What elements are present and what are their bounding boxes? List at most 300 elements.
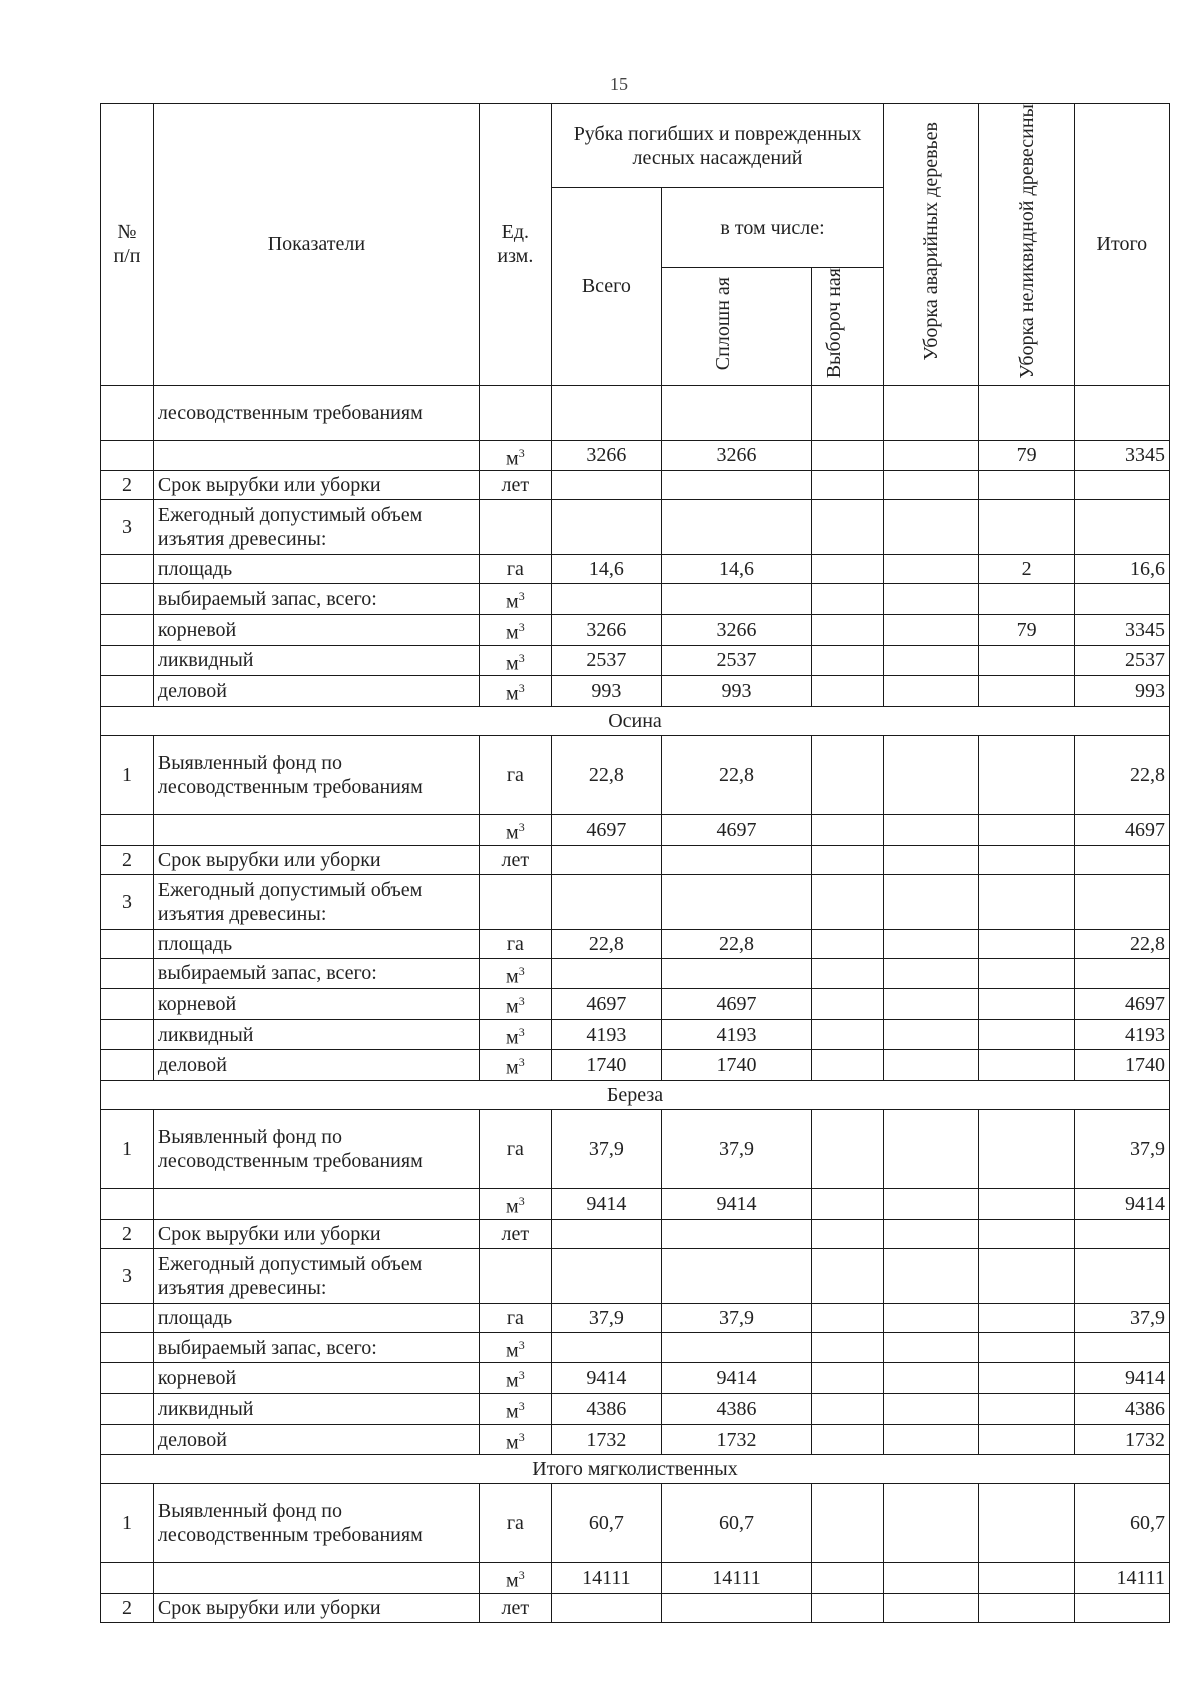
value-total: 993 — [551, 676, 661, 707]
table-row — [101, 1019, 1170, 1050]
value-illiquid — [979, 1363, 1074, 1394]
col-header-selective — [812, 268, 884, 385]
row-number — [101, 989, 154, 1020]
row-indicator: Ежегодный допустимый объем изъятия древесины: — [153, 1248, 479, 1303]
value-selective — [812, 1189, 884, 1220]
unit-text: м — [506, 1339, 519, 1362]
unit-text: м — [506, 1195, 519, 1218]
row-unit — [479, 989, 551, 1020]
value-selective — [812, 1019, 884, 1050]
value-emergency — [884, 385, 979, 440]
value-illiquid — [979, 1394, 1074, 1425]
row-unit — [479, 1050, 551, 1081]
table-row — [101, 1189, 1170, 1220]
col-header-illiquid — [979, 104, 1074, 386]
value-total: 14111 — [551, 1563, 661, 1594]
value-clear-cut: 3266 — [661, 440, 811, 471]
value-clear-cut — [661, 500, 811, 555]
unit-exponent: 3 — [518, 1194, 525, 1209]
unit-text: га — [506, 1512, 524, 1535]
value-selective — [812, 1303, 884, 1332]
row-unit — [479, 1110, 551, 1189]
unit-text: м — [506, 621, 519, 644]
value-illiquid — [979, 929, 1074, 958]
row-number — [101, 958, 154, 989]
row-unit — [479, 1019, 551, 1050]
section-title: Итого мягколиственных — [101, 1455, 1170, 1484]
value-emergency — [884, 1394, 979, 1425]
value-illiquid — [979, 1424, 1074, 1455]
col-header-total: Всего — [551, 188, 661, 386]
value-clear-cut — [661, 845, 811, 874]
value-clear-cut: 4386 — [661, 1394, 811, 1425]
table-row — [101, 1110, 1170, 1189]
col-header-num: № п/п — [101, 104, 154, 386]
row-unit — [479, 1248, 551, 1303]
value-emergency — [884, 1424, 979, 1455]
value-selective — [812, 614, 884, 645]
value-total: 22,8 — [551, 735, 661, 814]
value-total: 9414 — [551, 1363, 661, 1394]
value-grand-total — [1074, 500, 1169, 555]
value-clear-cut: 1732 — [661, 1424, 811, 1455]
page-number: 15 — [610, 74, 628, 94]
value-grand-total: 16,6 — [1074, 555, 1169, 584]
row-unit — [479, 845, 551, 874]
value-emergency — [884, 1110, 979, 1189]
row-indicator — [153, 1563, 479, 1594]
unit-exponent: 3 — [518, 681, 525, 696]
unit-exponent: 3 — [518, 445, 525, 460]
value-emergency — [884, 814, 979, 845]
row-indicator: корневой — [153, 989, 479, 1020]
row-indicator: выбираемый запас, всего: — [153, 958, 479, 989]
value-total: 37,9 — [551, 1303, 661, 1332]
value-grand-total — [1074, 471, 1169, 500]
value-grand-total — [1074, 385, 1169, 440]
value-clear-cut: 2537 — [661, 645, 811, 676]
row-unit — [479, 614, 551, 645]
value-clear-cut: 22,8 — [661, 929, 811, 958]
unit-text: м — [506, 1370, 519, 1393]
value-illiquid — [979, 645, 1074, 676]
row-indicator — [153, 1189, 479, 1220]
table-row — [101, 1484, 1170, 1563]
value-grand-total — [1074, 874, 1169, 929]
value-illiquid — [979, 1303, 1074, 1332]
value-illiquid: 2 — [979, 555, 1074, 584]
row-number — [101, 1332, 154, 1363]
value-grand-total — [1074, 958, 1169, 989]
value-emergency — [884, 500, 979, 555]
row-unit — [479, 958, 551, 989]
value-grand-total: 22,8 — [1074, 929, 1169, 958]
unit-text: га — [506, 1138, 524, 1161]
value-total — [551, 385, 661, 440]
value-illiquid — [979, 1563, 1074, 1594]
value-clear-cut — [661, 1248, 811, 1303]
value-grand-total: 1740 — [1074, 1050, 1169, 1081]
value-total: 22,8 — [551, 929, 661, 958]
row-indicator: корневой — [153, 614, 479, 645]
value-total — [551, 500, 661, 555]
value-clear-cut: 37,9 — [661, 1110, 811, 1189]
value-clear-cut — [661, 385, 811, 440]
row-unit — [479, 1563, 551, 1594]
value-selective — [812, 1394, 884, 1425]
unit-text: м — [506, 1057, 519, 1080]
value-selective — [812, 1248, 884, 1303]
section-title: Береза — [101, 1081, 1170, 1110]
value-clear-cut — [661, 874, 811, 929]
value-emergency — [884, 584, 979, 615]
unit-text: м — [506, 682, 519, 705]
value-grand-total: 9414 — [1074, 1189, 1169, 1220]
section-row — [101, 1081, 1170, 1110]
value-total: 9414 — [551, 1189, 661, 1220]
row-unit — [479, 555, 551, 584]
value-clear-cut — [661, 1332, 811, 1363]
value-illiquid — [979, 874, 1074, 929]
col-header-emergency — [884, 104, 979, 386]
unit-text: м — [506, 590, 519, 613]
row-indicator: площадь — [153, 1303, 479, 1332]
col-header-grand-total: Итого — [1074, 104, 1169, 386]
row-indicator — [153, 440, 479, 471]
row-number: 3 — [101, 500, 154, 555]
value-emergency — [884, 1484, 979, 1563]
row-indicator — [153, 814, 479, 845]
logging-table — [100, 103, 1170, 1623]
unit-exponent: 3 — [518, 650, 525, 665]
value-clear-cut — [661, 471, 811, 500]
unit-text: м — [506, 652, 519, 675]
unit-text: м — [506, 821, 519, 844]
row-number — [101, 385, 154, 440]
value-clear-cut: 9414 — [661, 1363, 811, 1394]
table-row — [101, 500, 1170, 555]
value-clear-cut — [661, 584, 811, 615]
unit-exponent: 3 — [518, 1055, 525, 1070]
table-row — [101, 1219, 1170, 1248]
row-indicator: Выявленный фонд по лесоводственным требованиям — [153, 1484, 479, 1563]
unit-exponent: 3 — [518, 819, 525, 834]
value-emergency — [884, 1050, 979, 1081]
row-number — [101, 676, 154, 707]
row-indicator: Ежегодный допустимый объем изъятия древесины: — [153, 874, 479, 929]
row-unit — [479, 500, 551, 555]
unit-text: лет — [501, 474, 530, 497]
value-total — [551, 1594, 661, 1623]
value-emergency — [884, 1363, 979, 1394]
value-total: 1740 — [551, 1050, 661, 1081]
value-emergency — [884, 440, 979, 471]
row-indicator: Выявленный фонд по лесоводственным требованиям — [153, 1110, 479, 1189]
value-grand-total: 4386 — [1074, 1394, 1169, 1425]
value-total — [551, 845, 661, 874]
section-title: Осина — [101, 706, 1170, 735]
row-indicator: Срок вырубки или уборки — [153, 845, 479, 874]
table-row — [101, 614, 1170, 645]
value-clear-cut: 9414 — [661, 1189, 811, 1220]
row-indicator: площадь — [153, 929, 479, 958]
value-emergency — [884, 1563, 979, 1594]
value-total: 4386 — [551, 1394, 661, 1425]
value-emergency — [884, 958, 979, 989]
table-row — [101, 814, 1170, 845]
row-number: 2 — [101, 471, 154, 500]
table-row — [101, 735, 1170, 814]
value-selective — [812, 500, 884, 555]
value-grand-total: 9414 — [1074, 1363, 1169, 1394]
value-illiquid — [979, 989, 1074, 1020]
value-illiquid — [979, 584, 1074, 615]
col-header-clear-cut-text: Сплошн ая — [711, 276, 734, 371]
row-unit — [479, 1219, 551, 1248]
value-grand-total: 60,7 — [1074, 1484, 1169, 1563]
unit-text: м — [506, 995, 519, 1018]
row-unit — [479, 385, 551, 440]
value-emergency — [884, 735, 979, 814]
row-unit — [479, 1484, 551, 1563]
value-selective — [812, 1484, 884, 1563]
value-grand-total: 4697 — [1074, 814, 1169, 845]
row-unit — [479, 814, 551, 845]
row-indicator: Срок вырубки или уборки — [153, 471, 479, 500]
value-selective — [812, 555, 884, 584]
value-selective — [812, 814, 884, 845]
value-emergency — [884, 1332, 979, 1363]
unit-exponent: 3 — [518, 589, 525, 604]
value-clear-cut: 22,8 — [661, 735, 811, 814]
row-unit — [479, 471, 551, 500]
value-clear-cut: 60,7 — [661, 1484, 811, 1563]
value-illiquid: 79 — [979, 440, 1074, 471]
row-number — [101, 645, 154, 676]
value-total — [551, 958, 661, 989]
row-indicator: Ежегодный допустимый объем изъятия древесины: — [153, 500, 479, 555]
row-indicator: ликвидный — [153, 1394, 479, 1425]
value-illiquid — [979, 845, 1074, 874]
value-total: 3266 — [551, 614, 661, 645]
value-selective — [812, 1332, 884, 1363]
value-grand-total — [1074, 1594, 1169, 1623]
col-header-group: Рубка погибших и поврежденных лесных насаждений — [551, 104, 883, 188]
unit-text: м — [506, 965, 519, 988]
row-indicator: ликвидный — [153, 645, 479, 676]
row-number — [101, 1189, 154, 1220]
value-grand-total: 22,8 — [1074, 735, 1169, 814]
value-emergency — [884, 1219, 979, 1248]
row-number: 2 — [101, 1594, 154, 1623]
value-grand-total: 14111 — [1074, 1563, 1169, 1594]
value-selective — [812, 929, 884, 958]
table-row — [101, 676, 1170, 707]
row-number: 2 — [101, 845, 154, 874]
row-number — [101, 1424, 154, 1455]
value-illiquid — [979, 1248, 1074, 1303]
row-number: 1 — [101, 735, 154, 814]
row-indicator: деловой — [153, 1050, 479, 1081]
value-emergency — [884, 1019, 979, 1050]
unit-exponent: 3 — [518, 1568, 525, 1583]
value-grand-total: 4193 — [1074, 1019, 1169, 1050]
row-unit — [479, 1594, 551, 1623]
unit-text: лет — [501, 1222, 530, 1245]
value-illiquid — [979, 471, 1074, 500]
value-total: 60,7 — [551, 1484, 661, 1563]
table-row — [101, 1050, 1170, 1081]
table-row — [101, 645, 1170, 676]
value-selective — [812, 645, 884, 676]
value-selective — [812, 1424, 884, 1455]
unit-exponent: 3 — [518, 1429, 525, 1444]
value-total: 14,6 — [551, 555, 661, 584]
table-row — [101, 845, 1170, 874]
row-number: 3 — [101, 1248, 154, 1303]
unit-text: га — [506, 558, 524, 581]
row-unit — [479, 929, 551, 958]
value-illiquid — [979, 500, 1074, 555]
table-row — [101, 1424, 1170, 1455]
table-row — [101, 385, 1170, 440]
value-total — [551, 1248, 661, 1303]
value-selective — [812, 958, 884, 989]
row-unit — [479, 735, 551, 814]
table-row — [101, 471, 1170, 500]
value-total — [551, 471, 661, 500]
value-total: 37,9 — [551, 1110, 661, 1189]
value-emergency — [884, 1303, 979, 1332]
table-row — [101, 1394, 1170, 1425]
value-selective — [812, 584, 884, 615]
value-illiquid — [979, 1050, 1074, 1081]
row-number — [101, 614, 154, 645]
value-grand-total: 993 — [1074, 676, 1169, 707]
value-total — [551, 1219, 661, 1248]
value-illiquid: 79 — [979, 614, 1074, 645]
value-illiquid — [979, 1110, 1074, 1189]
value-clear-cut: 4697 — [661, 989, 811, 1020]
value-illiquid — [979, 1594, 1074, 1623]
unit-exponent: 3 — [518, 1368, 525, 1383]
value-clear-cut: 993 — [661, 676, 811, 707]
row-indicator: площадь — [153, 555, 479, 584]
table-header — [101, 104, 1170, 386]
unit-exponent: 3 — [518, 1399, 525, 1414]
value-total: 2537 — [551, 645, 661, 676]
section-row — [101, 706, 1170, 735]
value-selective — [812, 1219, 884, 1248]
value-emergency — [884, 1248, 979, 1303]
unit-exponent: 3 — [518, 1024, 525, 1039]
value-selective — [812, 874, 884, 929]
row-indicator: Выявленный фонд по лесоводственным требованиям — [153, 735, 479, 814]
row-unit — [479, 584, 551, 615]
unit-text: га — [506, 932, 524, 955]
value-emergency — [884, 845, 979, 874]
value-emergency — [884, 614, 979, 645]
value-total: 4697 — [551, 814, 661, 845]
value-clear-cut — [661, 1219, 811, 1248]
row-number — [101, 555, 154, 584]
table-body — [101, 385, 1170, 1623]
value-total: 1732 — [551, 1424, 661, 1455]
unit-text: м — [506, 1431, 519, 1454]
row-number: 1 — [101, 1110, 154, 1189]
value-grand-total — [1074, 1332, 1169, 1363]
value-grand-total: 37,9 — [1074, 1110, 1169, 1189]
value-selective — [812, 735, 884, 814]
value-illiquid — [979, 1189, 1074, 1220]
table-row — [101, 584, 1170, 615]
value-grand-total: 4697 — [1074, 989, 1169, 1020]
value-emergency — [884, 1594, 979, 1623]
value-emergency — [884, 1189, 979, 1220]
row-number — [101, 440, 154, 471]
value-selective — [812, 1050, 884, 1081]
value-emergency — [884, 555, 979, 584]
col-header-indicators: Показатели — [153, 104, 479, 386]
row-number — [101, 1019, 154, 1050]
row-indicator: ликвидный — [153, 1019, 479, 1050]
value-clear-cut: 1740 — [661, 1050, 811, 1081]
row-number: 3 — [101, 874, 154, 929]
value-clear-cut — [661, 1594, 811, 1623]
unit-text: м — [506, 447, 519, 470]
row-number — [101, 814, 154, 845]
value-grand-total — [1074, 845, 1169, 874]
unit-exponent: 3 — [518, 1337, 525, 1352]
row-unit — [479, 1424, 551, 1455]
value-grand-total: 1732 — [1074, 1424, 1169, 1455]
value-emergency — [884, 676, 979, 707]
unit-text: м — [506, 1026, 519, 1049]
value-grand-total: 3345 — [1074, 440, 1169, 471]
row-number: 1 — [101, 1484, 154, 1563]
value-illiquid — [979, 958, 1074, 989]
row-unit — [479, 1189, 551, 1220]
row-indicator: Срок вырубки или уборки — [153, 1219, 479, 1248]
value-selective — [812, 1563, 884, 1594]
value-total: 4697 — [551, 989, 661, 1020]
table-row — [101, 1332, 1170, 1363]
table-row — [101, 440, 1170, 471]
col-header-illiquid-text: Уборка неликвидной древесины — [1015, 104, 1038, 379]
value-selective — [812, 989, 884, 1020]
row-unit — [479, 1303, 551, 1332]
table-row — [101, 555, 1170, 584]
value-emergency — [884, 929, 979, 958]
unit-text: лет — [501, 848, 530, 871]
value-grand-total — [1074, 584, 1169, 615]
value-grand-total: 2537 — [1074, 645, 1169, 676]
row-unit — [479, 440, 551, 471]
value-total — [551, 874, 661, 929]
value-clear-cut — [661, 958, 811, 989]
col-header-selective-text: Выбороч ная — [822, 268, 845, 379]
value-emergency — [884, 645, 979, 676]
row-unit — [479, 1394, 551, 1425]
value-selective — [812, 471, 884, 500]
value-emergency — [884, 989, 979, 1020]
unit-exponent: 3 — [518, 619, 525, 634]
table-row — [101, 989, 1170, 1020]
row-number — [101, 1394, 154, 1425]
value-illiquid — [979, 735, 1074, 814]
unit-exponent: 3 — [518, 994, 525, 1009]
value-illiquid — [979, 1332, 1074, 1363]
